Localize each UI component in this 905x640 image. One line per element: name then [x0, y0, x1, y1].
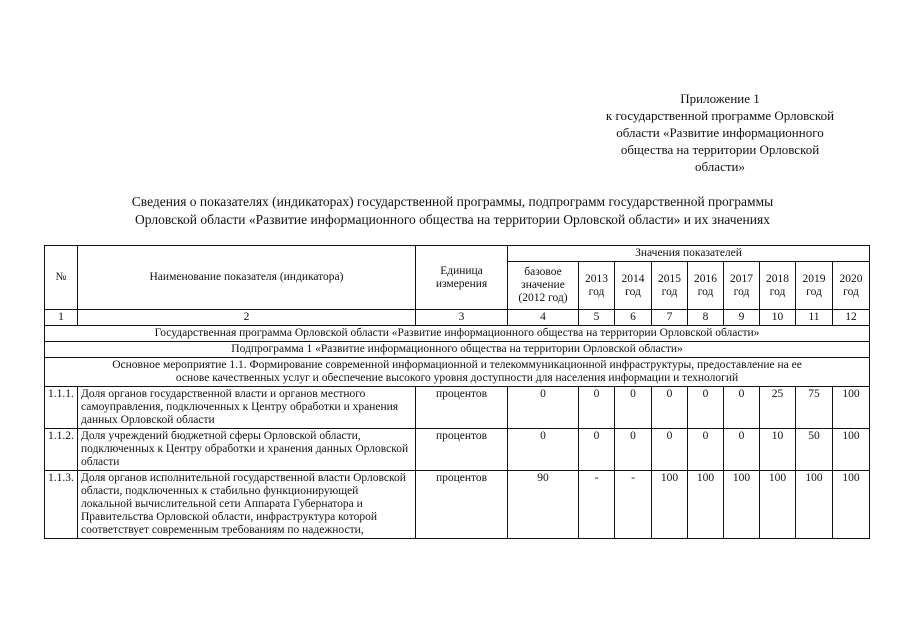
year-label: 2020 — [839, 272, 863, 285]
row-value: 100 — [724, 471, 760, 539]
header-year-2018 — [760, 262, 796, 310]
row-value: 100 — [760, 471, 796, 539]
row-value: 0 — [652, 429, 688, 471]
row-value: 100 — [796, 471, 833, 539]
row-value: 0 — [615, 429, 652, 471]
column-number: 3 — [416, 310, 508, 326]
row-num: 1.1.2. — [45, 429, 78, 471]
activity-row — [45, 358, 870, 387]
row-value: 100 — [833, 471, 870, 539]
program-title: Государственная программа Орловской области «Развитие информационного общества на территории Орловской области» — [45, 326, 870, 342]
program-row — [45, 326, 870, 342]
year-label: 2013 — [585, 272, 608, 285]
table-row — [45, 429, 870, 471]
year-label: 2016 — [694, 272, 717, 285]
row-value: - — [579, 471, 615, 539]
header-unit: Единица измерения — [416, 246, 508, 310]
column-number: 11 — [796, 310, 833, 326]
row-value: 0 — [615, 387, 652, 429]
header-year-2019 — [796, 262, 833, 310]
row-value: 100 — [688, 471, 724, 539]
row-num: 1.1.3. — [45, 471, 78, 539]
activity-title: Основное мероприятие 1.1. Формирование современной информационной и телекоммуникационной инфраструктуры, предоставление на ее основе качественных услуг и обеспечение высокого уровня доступности для населения информации и технологий — [45, 358, 870, 387]
row-value: 10 — [760, 429, 796, 471]
appendix-line: области «Развитие информационного — [616, 125, 824, 140]
year-suffix: год — [843, 285, 859, 298]
row-unit: процентов — [416, 471, 508, 539]
year-suffix: год — [769, 285, 786, 298]
appendix-line: Приложение 1 — [680, 91, 760, 106]
year-suffix: год — [806, 285, 822, 298]
year-suffix: год — [588, 285, 605, 298]
document-title — [0, 193, 905, 229]
appendix-line: области» — [695, 159, 745, 174]
row-value: 100 — [652, 471, 688, 539]
appendix-header — [585, 90, 855, 175]
indicators-table — [44, 245, 870, 539]
year-label: 2015 — [658, 272, 681, 285]
row-value: 50 — [796, 429, 833, 471]
header-name: Наименование показателя (индикатора) — [78, 246, 416, 310]
row-value: 90 — [508, 471, 579, 539]
column-number: 6 — [615, 310, 652, 326]
appendix-line: к государственной программе Орловской — [605, 108, 835, 123]
column-number: 9 — [724, 310, 760, 326]
year-suffix: год — [625, 285, 641, 298]
row-value: 0 — [688, 387, 724, 429]
title-line: Сведения о показателях (индикаторах) государственной программы, подпрограмм государственной программы — [131, 194, 774, 209]
row-value: 0 — [724, 429, 760, 471]
column-number: 10 — [760, 310, 796, 326]
row-value: 25 — [760, 387, 796, 429]
row-value: 75 — [796, 387, 833, 429]
row-num: 1.1.1. — [45, 387, 78, 429]
header-values-group: Значения показателей — [508, 246, 870, 262]
header-base: базовое значение (2012 год) — [508, 262, 579, 310]
header-row-top — [45, 246, 870, 262]
table-row — [45, 471, 870, 539]
year-suffix: год — [733, 285, 750, 298]
year-label: 2017 — [730, 272, 753, 285]
header-year-2014 — [615, 262, 652, 310]
row-unit: процентов — [416, 387, 508, 429]
year-suffix: год — [661, 285, 678, 298]
header-year-2016 — [688, 262, 724, 310]
subprogram-title: Подпрограмма 1 «Развитие информационного общества на территории Орловской области» — [45, 342, 870, 358]
title-line: Орловской области «Развитие информационного общества на территории Орловской области» и их значениях — [135, 212, 770, 227]
header-year-2017 — [724, 262, 760, 310]
header-year-2020 — [833, 262, 870, 310]
year-label: 2019 — [802, 272, 826, 285]
column-numbers-row — [45, 310, 870, 326]
row-value: 100 — [833, 429, 870, 471]
column-number: 2 — [78, 310, 416, 326]
column-number: 5 — [579, 310, 615, 326]
row-value: - — [615, 471, 652, 539]
row-value: 0 — [688, 429, 724, 471]
subprogram-row — [45, 342, 870, 358]
column-number: 12 — [833, 310, 870, 326]
table-row — [45, 387, 870, 429]
row-name: Доля органов государственной власти и органов местного самоуправления, подключенных к Центру обработки и хранения данных Орловской области — [78, 387, 416, 429]
row-value: 0 — [508, 429, 579, 471]
year-suffix: год — [697, 285, 714, 298]
row-value: 0 — [579, 387, 615, 429]
row-value: 0 — [724, 387, 760, 429]
column-number: 4 — [508, 310, 579, 326]
year-label: 2014 — [621, 272, 645, 285]
row-value: 0 — [579, 429, 615, 471]
row-value: 0 — [652, 387, 688, 429]
header-num: № — [45, 246, 78, 310]
header-year-2015 — [652, 262, 688, 310]
header-year-2013 — [579, 262, 615, 310]
appendix-line: общества на территории Орловской — [620, 142, 820, 157]
row-name: Доля учреждений бюджетной сферы Орловской области, подключенных к Центру обработки и хранения данных Орловской области — [78, 429, 416, 471]
row-unit: процентов — [416, 429, 508, 471]
row-value: 0 — [508, 387, 579, 429]
column-number: 1 — [45, 310, 78, 326]
row-value: 100 — [833, 387, 870, 429]
column-number: 8 — [688, 310, 724, 326]
year-label: 2018 — [766, 272, 789, 285]
row-name: Доля органов исполнительной государственной власти Орловской области, подключенных к стабильно функционирующей локальной вычислительной сети Аппарата Губернатора и Правительства Орловской области, инфраструктура которой соответствует современным требованиям по надежности, — [78, 471, 416, 539]
column-number: 7 — [652, 310, 688, 326]
